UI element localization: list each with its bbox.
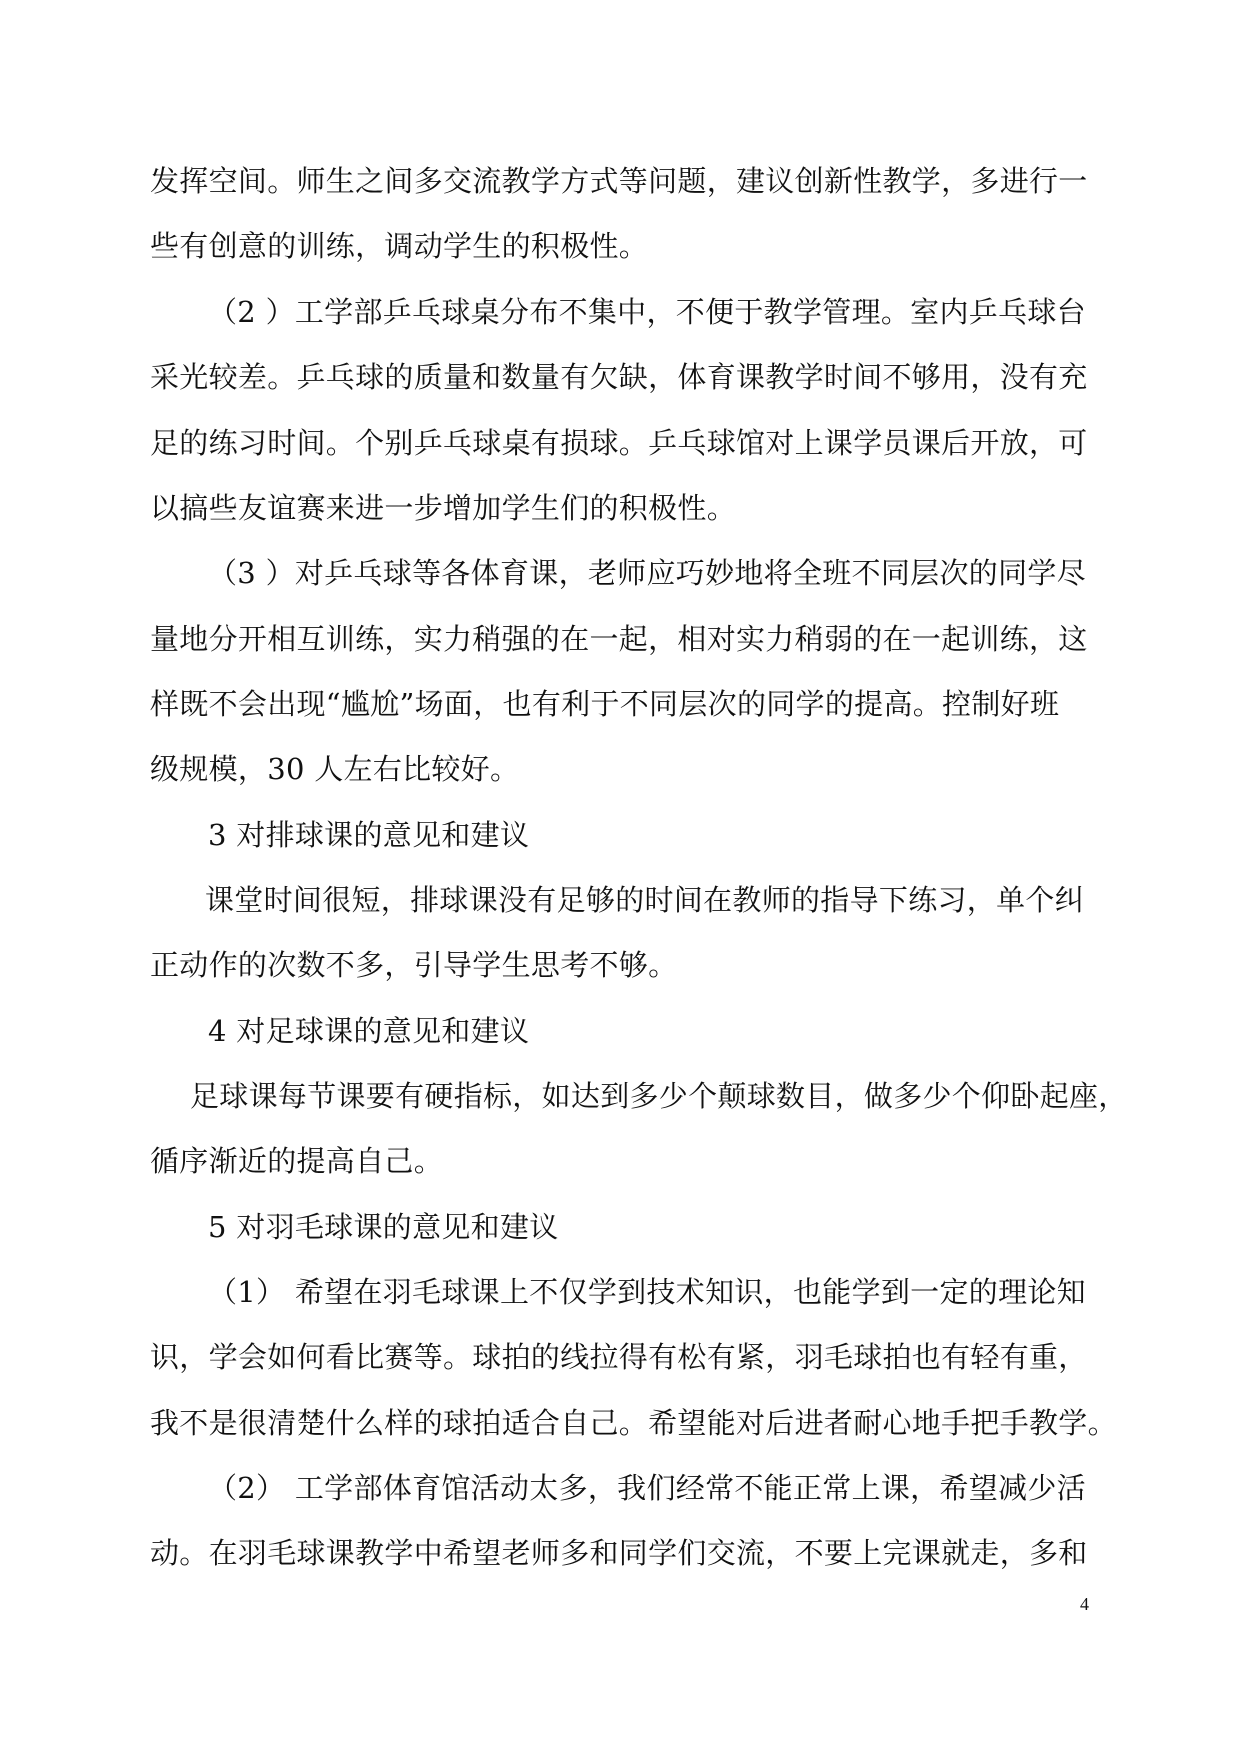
section-heading: 4 对足球课的意见和建议 — [208, 1014, 530, 1048]
text-line: 正动作的次数不多，引导学生思考不够。 — [150, 948, 678, 982]
text-line: 识，学会如何看比赛等。球拍的线拉得有松有紧，羽毛球拍也有轻有重， — [150, 1340, 1088, 1374]
text-line: 量地分开相互训练，实力稍强的在一起，相对实力稍弱的在一起训练，这 — [150, 622, 1088, 656]
text-line: （2 ）工学部乒乓球桌分布不集中，不便于教学管理。室内乒乓球台 — [208, 295, 1086, 329]
text-line: 发挥空间。师生之间多交流教学方式等问题，建议创新性教学，多进行一 — [150, 164, 1088, 198]
text-line: 足球课每节课要有硬指标，如达到多少个颠球数目，做多少个仰卧起座， — [190, 1079, 1128, 1113]
text-line: 循序渐近的提高自己。 — [150, 1144, 444, 1178]
text-line: （2） 工学部体育馆活动太多，我们经常不能正常上课，希望减少活 — [208, 1471, 1086, 1505]
text-line: 样既不会出现“尴尬”场面，也有利于不同层次的同学的提高。控制好班 — [150, 687, 1060, 721]
text-line: （1） 希望在羽毛球课上不仅学到技术知识，也能学到一定的理论知 — [208, 1275, 1086, 1309]
text-line: 采光较差。乒乓球的质量和数量有欠缺，体育课教学时间不够用，没有充 — [150, 360, 1088, 394]
text-line: 级规模，30 人左右比较好。 — [150, 752, 520, 786]
text-line: 足的练习时间。个别乒乓球桌有损球。乒乓球馆对上课学员课后开放，可 — [150, 426, 1088, 460]
text-line: 些有创意的训练，调动学生的积极性。 — [150, 229, 649, 263]
section-heading: 3 对排球课的意见和建议 — [208, 818, 530, 852]
text-line: 动。在羽毛球课教学中希望老师多和同学们交流，不要上完课就走，多和 — [150, 1536, 1088, 1570]
text-line: 以搞些友谊赛来进一步增加学生们的积极性。 — [150, 491, 737, 525]
section-heading: 5 对羽毛球课的意见和建议 — [208, 1210, 559, 1244]
text-line: 课堂时间很短，排球课没有足够的时间在教师的指导下练习，单个纠 — [205, 883, 1085, 917]
page-number: 4 — [1080, 1594, 1089, 1614]
text-line: 我不是很清楚什么样的球拍适合自己。希望能对后进者耐心地手把手教学。 — [150, 1406, 1117, 1440]
text-line: （3 ）对乒乓球等各体育课，老师应巧妙地将全班不同层次的同学尽 — [208, 556, 1086, 590]
